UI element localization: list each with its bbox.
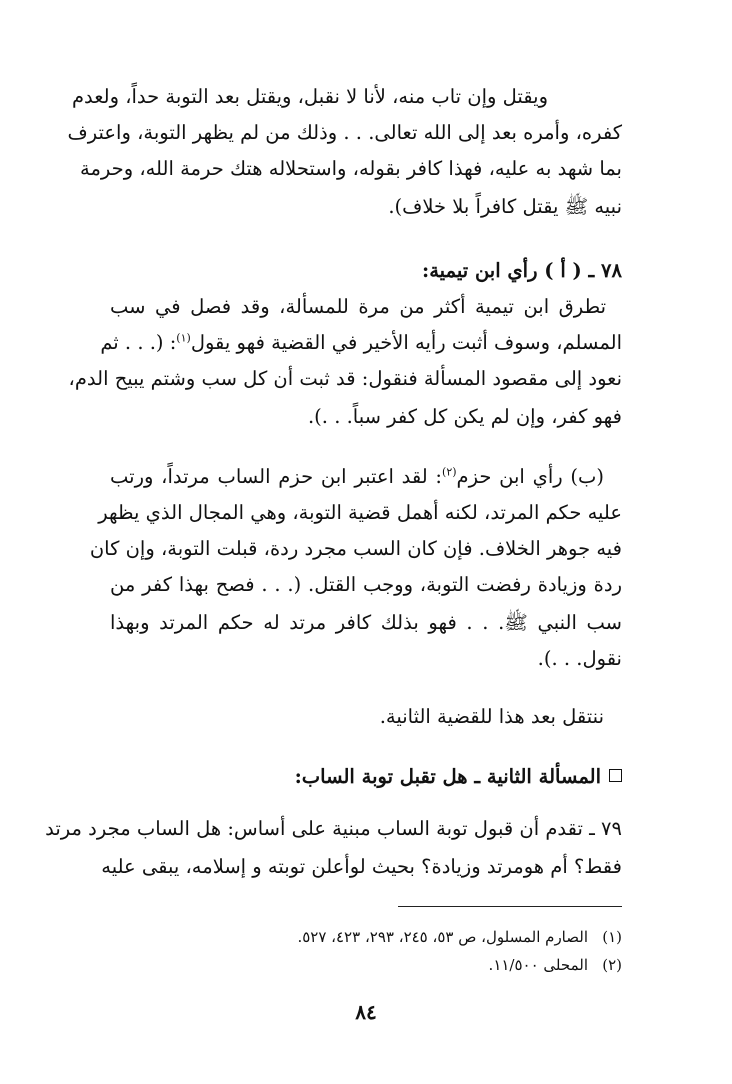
paragraph1-line1: ويقتل وإن تاب منه، لأنا لا نقبل، ويقتل بعد التوبة حداً، ولعدم	[71, 85, 548, 108]
issue2-heading	[110, 762, 622, 792]
footnote-2	[110, 954, 622, 976]
footnote-divider	[398, 906, 622, 907]
paragraph1-line3: بما شهد به عليه، فهذا كافر بقوله، واستحلاله هتك حرمة الله، وحرمة	[79, 157, 622, 180]
sectionB-line1-tail: : لقد اعتبر ابن حزم الساب مرتداً، ورتب	[110, 465, 443, 488]
issue2-heading-text: المسألة الثانية ـ هل تقبل توبة الساب:	[294, 765, 601, 788]
footnote-2-number: (٢)	[602, 956, 622, 974]
paragraph1-line4: نبيه ﷺ يقتل كافراً بلا خلاف).	[388, 195, 622, 218]
sectionB-line2: عليه حكم المرتد، لكنه أهمل قضية التوبة، وهي المجال الذي يظهر	[98, 501, 622, 524]
section78-heading: ٧٨ ـ ( أ ) رأي ابن تيمية:	[422, 259, 622, 282]
section78-line1: تطرق ابن تيمية أكثر من مرة للمسألة، وقد فصل في سب	[110, 295, 606, 318]
sectionB-line4: ردة وزيادة رفضت التوبة، ووجب القتل. (. . . فصح بهذا كفر من	[110, 573, 622, 596]
section78-line2-tail: : (. . . ثم	[100, 331, 177, 354]
footnote-1	[110, 926, 622, 948]
sectionB-line6: نقول. . .).	[537, 647, 622, 670]
paragraph1-line2: كفره، وأمره بعد إلى الله تعالى. . . وذلك من لم يظهر التوبة، واعترف	[67, 121, 622, 144]
sectionB-line3: فيه جوهر الخلاف. فإن كان السب مجرد ردة، قبلت التوبة، وإن كان	[89, 537, 622, 560]
footnote-ref-1: (١)	[176, 331, 191, 345]
footnote-ref-2: (٢)	[442, 465, 457, 479]
section78-line4: فهو كفر، وإن لم يكن كل كفر سباً. . .).	[307, 405, 622, 428]
page-number: ٨٤	[355, 1000, 377, 1024]
footnote-1-text: الصارم المسلول، ص ٥٣، ٢٤٥، ٢٩٣، ٤٢٣، ٥٢٧.	[297, 928, 588, 946]
section79-line1: ٧٩ ـ تقدم أن قبول توبة الساب مبنية على أساس: هل الساب مجرد مرتد	[45, 817, 622, 840]
section79-line2: فقط؟ أم هومرتد وزيادة؟ بحيث لوأعلن توبته و إسلامه، يبقى عليه	[101, 855, 622, 878]
section78-line3: نعود إلى مقصود المسألة فنقول: قد ثبت أن كل سب وشتم يبيح الدم،	[68, 367, 622, 390]
sectionB-line1-head: (ب) رأي ابن حزم	[456, 465, 605, 488]
section78-line2-text: المسلم، وسوف أثبت رأيه الأخير في القضية فهو يقول	[190, 331, 622, 354]
sectionB-line1	[110, 462, 604, 492]
footnote-1-number: (١)	[602, 928, 622, 946]
section78-line2	[100, 328, 622, 358]
transition-line: ننتقل بعد هذا للقضية الثانية.	[379, 705, 604, 728]
footnote-2-text: المحلى ١١/٥٠٠.	[488, 956, 588, 974]
square-bullet-icon	[609, 769, 622, 782]
sectionB-line5: سب النبي ﷺ. . . فهو بذلك كافر مرتد له حكم المرتد وبهذا	[110, 611, 622, 634]
